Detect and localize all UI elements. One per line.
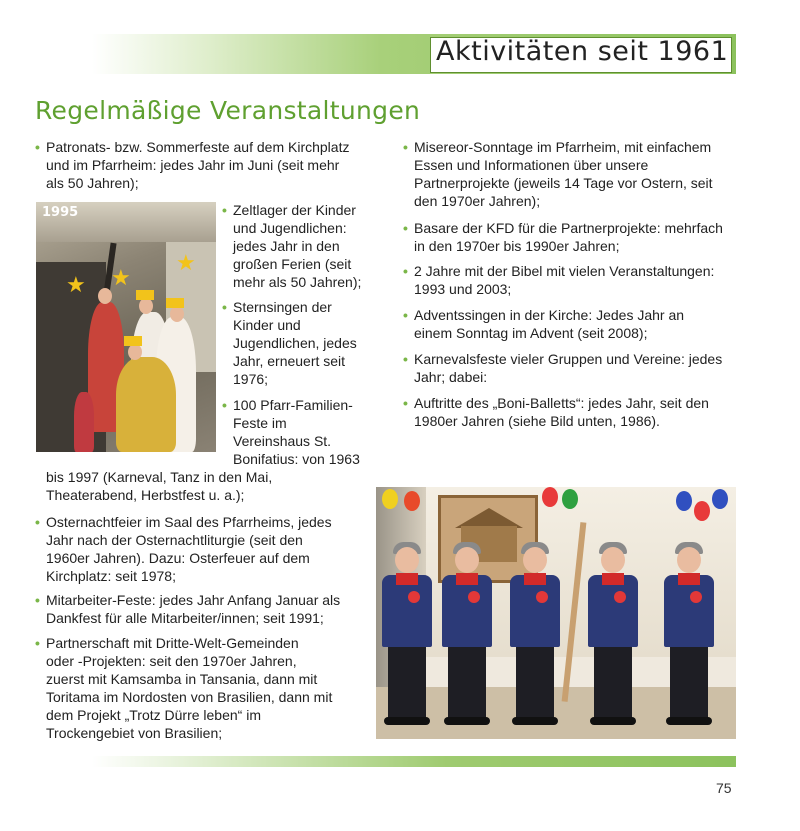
bullet-icon: • <box>403 307 408 323</box>
bullet-icon: • <box>403 220 408 236</box>
list-item-bibel: • 2 Jahre mit der Bibel mit vielen Veranstaltungen: 1993 und 2003; <box>403 263 715 297</box>
bullet-icon: • <box>222 397 227 413</box>
footer-gradient-band <box>92 756 736 767</box>
bullet-icon: • <box>403 351 408 367</box>
list-item-pfarr-familienfeste: • 100 Pfarr-Familien- Feste im Vereinshaus St. Bonifatius: von 1963 <box>222 397 360 467</box>
bullet-icon: • <box>403 139 408 155</box>
bullet-icon: • <box>403 263 408 279</box>
list-item-karnevalsfeste: • Karnevalsfeste vieler Gruppen und Vereine: jedes Jahr; dabei: <box>403 351 723 385</box>
list-item-basare: • Basare der KFD für die Partnerprojekte: mehrfach in den 1970er bis 1990er Jahren; <box>403 220 723 254</box>
list-item-pfarr-familienfeste-continued: bis 1997 (Karneval, Tanz in den Mai, Theaterabend, Herbstfest u. a.); <box>46 469 273 503</box>
bullet-icon: • <box>35 514 40 530</box>
bullet-icon: • <box>222 299 227 315</box>
bullet-icon: • <box>35 635 40 651</box>
list-item-patronatsfeste: • Patronats- bzw. Sommerfeste auf dem Kirchplatz und im Pfarrheim: jedes Jahr im Juni (seit mehr als 50 Jahren); <box>35 139 350 191</box>
bullet-icon: • <box>35 592 40 608</box>
photo-boni-ballett-1986 <box>376 487 736 739</box>
list-item-osternachtfeier: • Osternachtfeier im Saal des Pfarrheims, jedes Jahr nach der Osternachtliturgie (seit den 1960er Jahren). Dazu: Osterfeuer auf dem Kirchplatz: seit 1978; <box>35 514 332 584</box>
photo-year-label: 1995 <box>42 205 79 220</box>
bullet-icon: • <box>222 202 227 218</box>
list-item-boni-ballett: • Auftritte des „Boni-Balletts“: jedes Jahr, seit den 1980er Jahren (siehe Bild unten, 1986). <box>403 395 709 429</box>
list-item-adventssingen: • Adventssingen in der Kirche: Jedes Jahr an einem Sonntag im Advent (seit 2008); <box>403 307 685 341</box>
page-number: 75 <box>716 780 732 796</box>
list-item-misereor: • Misereor-Sonntage im Pfarrheim, mit einfachem Essen und Informationen über unsere Partnerprojekte (jeweils 14 Tage vor Ostern, seit den 1970er Jahren); <box>403 139 713 209</box>
list-item-sternsingen: • Sternsingen der Kinder und Jugendlichen, jedes Jahr, erneuert seit 1976; <box>222 299 357 387</box>
bullet-icon: • <box>35 139 40 155</box>
list-item-mitarbeiter-feste: • Mitarbeiter-Feste: jedes Jahr Anfang Januar als Dankfest für alle Mitarbeiter/innen; seit 1991; <box>35 592 341 626</box>
list-item-partnerschaft: • Partnerschaft mit Dritte-Welt-Gemeinden oder -Projekten: seit den 1970er Jahren, zuerst mit Kamsamba in Tansania, dann mit Toritama im Nordosten von Brasilien, dann mit dem Projekt „Trotz Dürre leben“ im Trockengebiet von Brasilien; <box>35 635 333 741</box>
page-title: Aktivitäten seit 1961 <box>436 36 729 67</box>
section-heading: Regelmäßige Veranstaltungen <box>35 96 421 125</box>
list-item-zeltlager: • Zeltlager der Kinder und Jugendlichen: jedes Jahr in den großen Ferien (seit mehr als 50 Jahren); <box>222 202 362 290</box>
photo-sternsinger-1995: ★ ★ ★ <box>36 202 216 452</box>
bullet-icon: • <box>403 395 408 411</box>
